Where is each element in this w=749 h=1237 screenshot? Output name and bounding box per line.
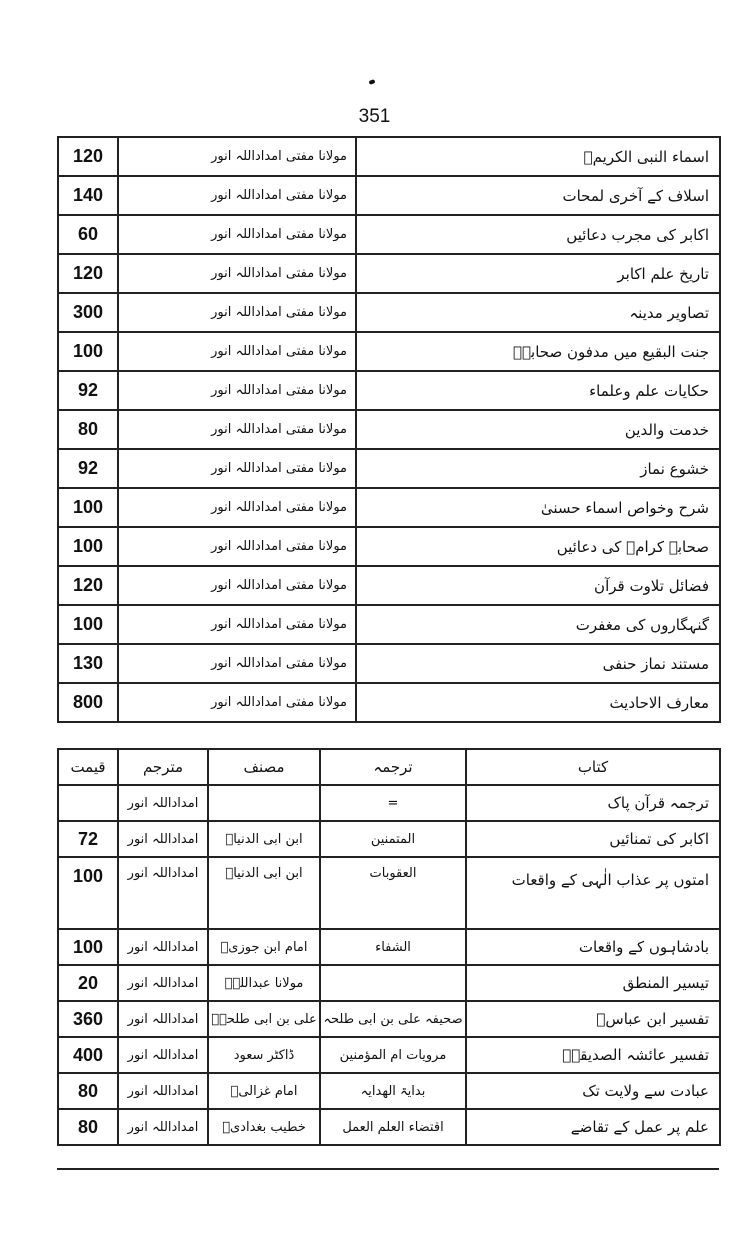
book-price: 400 — [58, 1037, 118, 1073]
book-price: 100 — [58, 857, 118, 929]
book-author — [208, 785, 320, 821]
book-title: مستند نماز حنفی — [356, 644, 720, 683]
table-row — [58, 371, 720, 410]
book-author: مولانا مفتی امداداللہ انور — [118, 644, 356, 683]
book-title: امتوں پر عذاب الٰہی کے واقعات — [466, 857, 720, 929]
table-row — [58, 566, 720, 605]
book-author: علی بن ابی طلحہؒ — [208, 1001, 320, 1037]
book-price — [58, 785, 118, 821]
book-author: مولانا مفتی امداداللہ انور — [118, 449, 356, 488]
header-author: مصنف — [208, 749, 320, 785]
book-price: 60 — [58, 215, 118, 254]
book-title: فضائل تلاوت قرآن — [356, 566, 720, 605]
book-title: تصاویر مدینہ — [356, 293, 720, 332]
book-title: شرح وخواص اسماء حسنیٰ — [356, 488, 720, 527]
table-row — [58, 176, 720, 215]
book-author: مولانا مفتی امداداللہ انور — [118, 410, 356, 449]
table-row — [58, 410, 720, 449]
table-row — [58, 1109, 720, 1145]
book-price: 120 — [58, 566, 118, 605]
book-translator: امداداللہ انور — [118, 857, 208, 929]
book-author: مولانا مفتی امداداللہ انور — [118, 527, 356, 566]
table-row — [58, 254, 720, 293]
book-title: صحابہ کرامؓ کی دعائیں — [356, 527, 720, 566]
book-translation: الشفاء — [320, 929, 466, 965]
book-translation: بدایۃ الھدایہ — [320, 1073, 466, 1109]
book-price: 100 — [58, 605, 118, 644]
book-title: گنہگاروں کی مغفرت — [356, 605, 720, 644]
book-translator: امداداللہ انور — [118, 1073, 208, 1109]
book-title: اکابر کی مجرب دعائیں — [356, 215, 720, 254]
book-price: 100 — [58, 488, 118, 527]
book-title: علم پر عمل کے تقاضے — [466, 1109, 720, 1145]
book-price: 100 — [58, 929, 118, 965]
header-price: قیمت — [58, 749, 118, 785]
book-price: 92 — [58, 371, 118, 410]
book-translator: امداداللہ انور — [118, 965, 208, 1001]
table-row — [58, 332, 720, 371]
book-author: مولانا مفتی امداداللہ انور — [118, 293, 356, 332]
book-price: 80 — [58, 1073, 118, 1109]
book-translator: امداداللہ انور — [118, 1037, 208, 1073]
book-price: 72 — [58, 821, 118, 857]
table-row — [58, 137, 720, 176]
book-author: ابن ابی الدنیاؒ — [208, 821, 320, 857]
header-row — [58, 749, 720, 785]
book-price: 120 — [58, 137, 118, 176]
header-translation: ترجمہ — [320, 749, 466, 785]
book-author: ابن ابی الدنیاؒ — [208, 857, 320, 929]
book-author: مولانا مفتی امداداللہ انور — [118, 176, 356, 215]
book-title: تفسیر عائشہ الصدیقہؓ — [466, 1037, 720, 1073]
book-title: جنت البقیع میں مدفون صحابہؓ — [356, 332, 720, 371]
book-list-table-1 — [57, 136, 721, 723]
table-row — [58, 293, 720, 332]
table-row — [58, 1001, 720, 1037]
book-price: 20 — [58, 965, 118, 1001]
book-title: معارف الاحادیث — [356, 683, 720, 722]
book-author: مولانا مفتی امداداللہ انور — [118, 332, 356, 371]
book-translation: = — [320, 785, 466, 821]
book-price: 100 — [58, 527, 118, 566]
book-author: مولانا مفتی امداداللہ انور — [118, 488, 356, 527]
table-row — [58, 821, 720, 857]
book-author: امام غزالیؒ — [208, 1073, 320, 1109]
book-author: مولانا مفتی امداداللہ انور — [118, 371, 356, 410]
table-row — [58, 527, 720, 566]
book-title: بادشاہوں کے واقعات — [466, 929, 720, 965]
book-translation: العقوبات — [320, 857, 466, 929]
book-translator: امداداللہ انور — [118, 785, 208, 821]
book-price: 80 — [58, 410, 118, 449]
ink-speck — [368, 79, 375, 85]
book-author: مولانا مفتی امداداللہ انور — [118, 137, 356, 176]
book-title: خشوع نماز — [356, 449, 720, 488]
book-author: مولانا مفتی امداداللہ انور — [118, 566, 356, 605]
book-title: تیسیر المنطق — [466, 965, 720, 1001]
book-title: اکابر کی تمنائیں — [466, 821, 720, 857]
book-title: تفسیر ابن عباسؓ — [466, 1001, 720, 1037]
book-author: خطیب بغدادیؒ — [208, 1109, 320, 1145]
bottom-rule — [57, 1168, 719, 1170]
book-title: اسلاف کے آخری لمحات — [356, 176, 720, 215]
book-translator: امداداللہ انور — [118, 1109, 208, 1145]
book-translation — [320, 965, 466, 1001]
book-price: 130 — [58, 644, 118, 683]
table-row — [58, 683, 720, 722]
book-price: 140 — [58, 176, 118, 215]
book-author: مولانا عبداللہؒ — [208, 965, 320, 1001]
book-author: مولانا مفتی امداداللہ انور — [118, 605, 356, 644]
table-row — [58, 215, 720, 254]
table-row — [58, 449, 720, 488]
book-title: اسماء النبی الکریمؐ — [356, 137, 720, 176]
book-list-table-2 — [57, 748, 721, 1146]
table-row — [58, 605, 720, 644]
book-title: خدمت والدین — [356, 410, 720, 449]
table-row — [58, 488, 720, 527]
table-row — [58, 929, 720, 965]
book-price: 100 — [58, 332, 118, 371]
book-author: امام ابن جوزیؒ — [208, 929, 320, 965]
book-translator: امداداللہ انور — [118, 929, 208, 965]
book-price: 360 — [58, 1001, 118, 1037]
book-title: ترجمہ قرآن پاک — [466, 785, 720, 821]
table-row — [58, 857, 720, 929]
book-title: عبادت سے ولایت تک — [466, 1073, 720, 1109]
book-price: 120 — [58, 254, 118, 293]
header-translator: مترجم — [118, 749, 208, 785]
book-price: 800 — [58, 683, 118, 722]
book-price: 92 — [58, 449, 118, 488]
book-translation: المتمنین — [320, 821, 466, 857]
book-translation: اقتضاء العلم العمل — [320, 1109, 466, 1145]
book-author: مولانا مفتی امداداللہ انور — [118, 683, 356, 722]
book-translation: صحیفہ علی بن ابی طلحہ — [320, 1001, 466, 1037]
book-translator: امداداللہ انور — [118, 821, 208, 857]
book-translator: امداداللہ انور — [118, 1001, 208, 1037]
book-price: 300 — [58, 293, 118, 332]
page-number: 351 — [358, 106, 391, 127]
book-author: مولانا مفتی امداداللہ انور — [118, 215, 356, 254]
table-row — [58, 965, 720, 1001]
header-book: کتاب — [466, 749, 720, 785]
table-row — [58, 644, 720, 683]
book-author: مولانا مفتی امداداللہ انور — [118, 254, 356, 293]
book-title: حکایات علم وعلماء — [356, 371, 720, 410]
book-translation: مرویات ام المؤمنین — [320, 1037, 466, 1073]
table-row — [58, 1037, 720, 1073]
book-price: 80 — [58, 1109, 118, 1145]
book-title: تاریخ علم اکابر — [356, 254, 720, 293]
table-row — [58, 1073, 720, 1109]
book-author: ڈاکٹر سعود — [208, 1037, 320, 1073]
table-row — [58, 785, 720, 821]
